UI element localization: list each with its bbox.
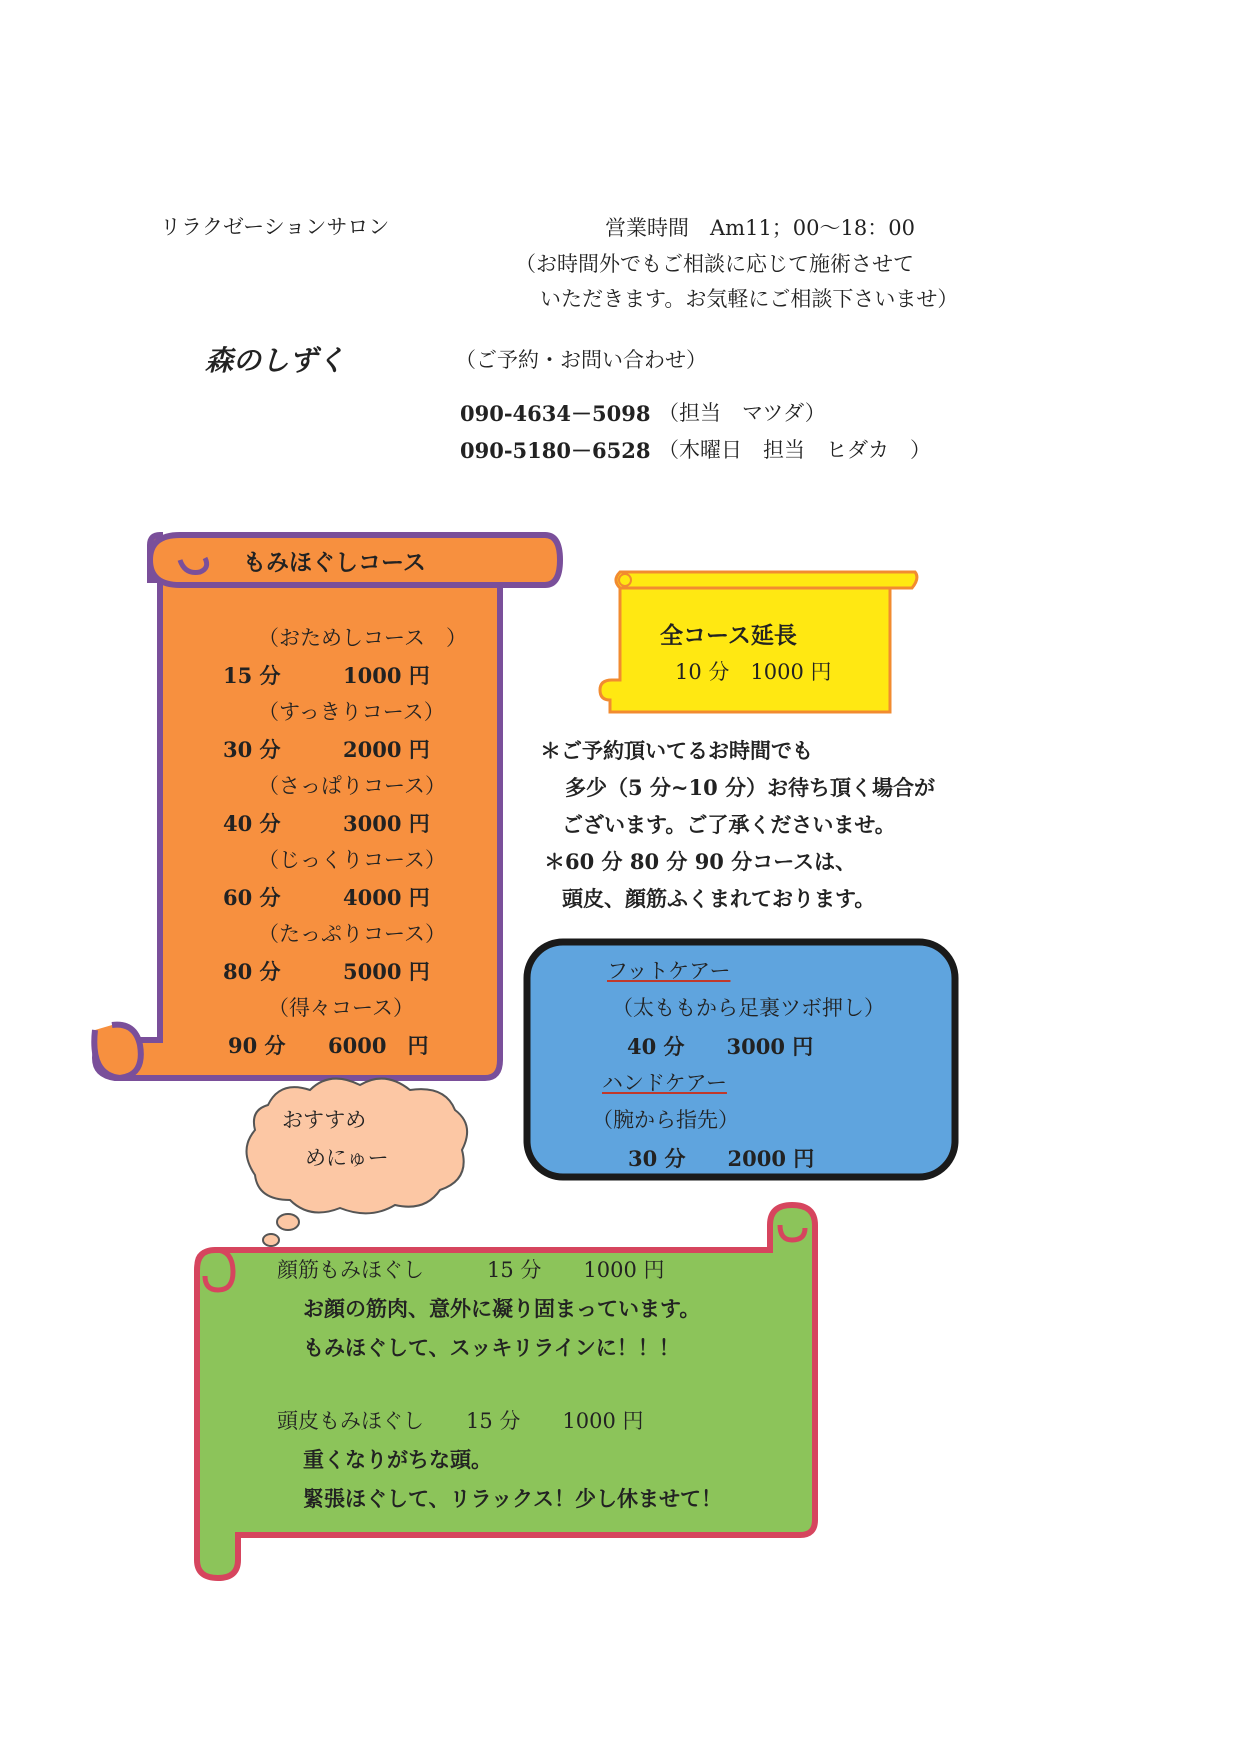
face-massage-title: 顔筋もみほぐし 15 分 1000 円 [277,1258,665,1282]
orange-scroll-curl-bottom [94,1025,141,1078]
course-name: （おためしコース ） [258,626,467,650]
note-line: ＊ご予約頂いてるお時間でも [540,738,813,763]
note-line: 頭皮、顔筋ふくまれております。 [562,886,876,911]
hand-care-price: 30 分 2000 円 [628,1146,815,1171]
note-line: ＊60 分 80 分 90 分コースは、 [544,849,857,874]
yellow-scroll-curl [619,574,631,586]
course-duration: 15 分 [223,663,281,688]
contact-staff-1: （担当 マツダ） [658,401,826,425]
face-massage-desc-2: もみほぐして、スッキリラインに！！！ [303,1335,680,1360]
massage-course-title: もみほぐしコース [243,549,426,576]
salon-type: リラクゼーションサロン [160,215,390,239]
hours-note-1: （お時間外でもご相談に応じて施術させて [515,252,914,276]
contact-staff-2: （木曜日 担当 ヒダカ ） [658,438,931,462]
contact-phone-1[interactable]: 090-4634－5098 [460,401,651,426]
course-name: （すっきりコース） [258,700,445,724]
cloud-dot-2 [263,1234,279,1246]
course-name: （じっくりコース） [258,848,446,872]
course-duration: 80 分 [223,959,281,984]
foot-care-price: 40 分 3000 円 [627,1034,814,1059]
hand-care-desc: （腕から指先） [592,1108,739,1132]
course-name: （得々コース） [268,996,414,1020]
hours-note-2: いただきます。お気軽にご相談下さいませ） [540,287,959,311]
salon-name: 森のしずく [205,344,346,377]
foot-care-title: フットケアー [607,959,731,983]
face-massage-desc-1: お顔の筋肉、意外に凝り固まっています。 [303,1296,701,1321]
course-price: 1000 円 [343,663,430,688]
course-duration: 30 分 [223,737,281,762]
hand-care-title: ハンドケアー [602,1071,727,1095]
course-duration: 90 分 [228,1033,286,1058]
course-duration: 40 分 [223,811,281,836]
course-name: （さっぱりコース） [258,774,446,798]
recommend-line-1: おすすめ [282,1108,367,1132]
course-name: （たっぷりコース） [258,922,446,946]
foot-care-desc: （太ももから足裏ツボ押し） [612,996,885,1020]
contact-label: （ご予約・お問い合わせ） [455,348,707,372]
recommend-line-2: めにゅー [305,1146,389,1170]
care-box [527,942,955,1177]
scalp-massage-desc-1: 重くなりがちな頭。 [303,1447,492,1472]
note-line: 多少（5 分~10 分）お待ち頂く場合が [565,775,936,800]
contact-phone-2[interactable]: 090-5180－6528 [460,438,651,463]
course-price: 3000 円 [343,811,430,836]
course-duration: 60 分 [223,885,281,910]
course-price: 6000 円 [328,1033,429,1058]
course-price: 5000 円 [343,959,430,984]
scalp-massage-desc-2: 緊張ほぐして、リラックス！少し休ませて！ [303,1486,722,1511]
extension-detail: 10 分 1000 円 [675,660,832,684]
scalp-massage-title: 頭皮もみほぐし 15 分 1000 円 [277,1409,644,1433]
yellow-scroll-top [616,572,917,588]
note-line: ございます。ご了承くださいませ。 [562,812,896,837]
course-price: 4000 円 [343,885,430,910]
extension-title: 全コース延長 [660,622,797,649]
cloud-dot-1 [277,1214,299,1230]
course-price: 2000 円 [343,737,430,762]
business-hours: 営業時間 Am11；00〜18：00 [605,216,915,240]
